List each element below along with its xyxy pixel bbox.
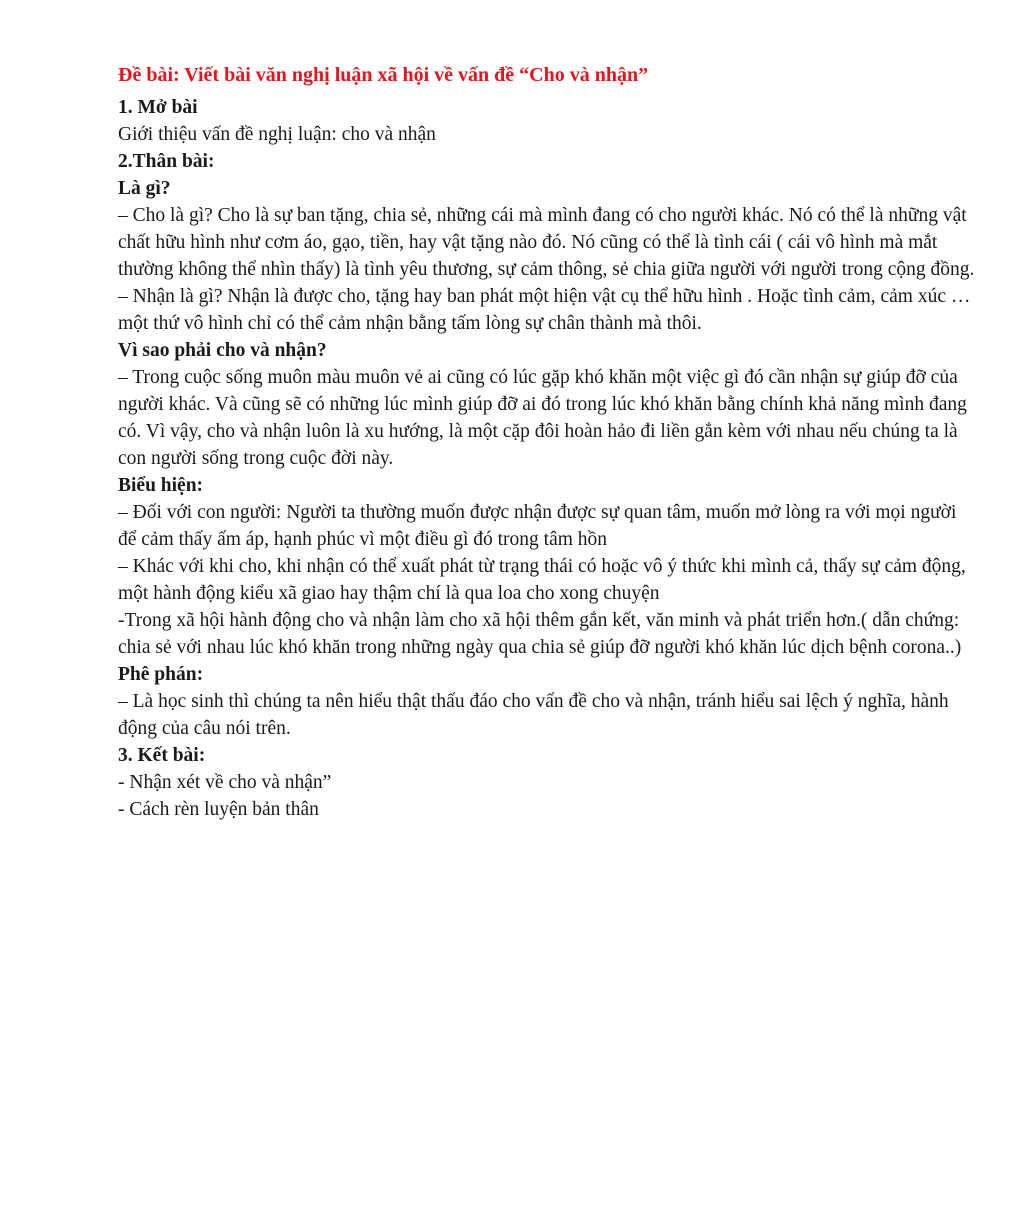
paragraph: – Cho là gì? Cho là sự ban tặng, chia sẻ, những cái mà mình đang có cho người khác. Nó có thể là những vật chất hữu hình như cơm áo, gạo, tiền, hay vật tặng nào đó. Nó cũng có thể là tình cái ( cái vô hình mà mắt thường không thể nhìn thấy) là tình yêu thương, sự cảm thông, sẻ chia giữa người với người trong cộng đồng. [118, 205, 975, 280]
paragraph: – Khác với khi cho, khi nhận có thể xuất phát từ trạng thái có hoặc vô ý thức khi mình cả, thấy sự cảm động, một hành động kiểu xã giao hay thậm chí là qua loa cho xong chuyện [118, 556, 966, 604]
paragraph: - Nhận xét về cho và nhận” [118, 772, 332, 793]
paragraph: – Nhận là gì? Nhận là được cho, tặng hay ban phát một hiện vật cụ thể hữu hình . Hoặc tình cảm, cảm xúc …một thứ vô hình chỉ có thể cảm nhận bằng tấm lòng sự chân thành mà thôi. [118, 286, 971, 334]
paragraph: - Cách rèn luyện bản thân [118, 799, 319, 820]
subheading-la-gi: Là gì? [118, 178, 171, 199]
paragraph: -Trong xã hội hành động cho và nhận làm cho xã hội thêm gắn kết, văn minh và phát triển hơn.( dẫn chứng: chia sẻ với nhau lúc khó khăn trong những ngày qua chia sẻ giúp đỡ người khó khăn lúc dịch bệnh corona..) [118, 610, 962, 658]
subheading-phe-phan: Phê phán: [118, 664, 204, 685]
heading-ket-bai: 3. Kết bài: [118, 745, 206, 766]
document [118, 60, 978, 823]
heading-than-bai: 2.Thân bài: [118, 151, 215, 172]
heading-mo-bai: 1. Mở bài [118, 97, 198, 118]
paragraph: Giới thiệu vấn đề nghị luận: cho và nhận [118, 124, 436, 145]
document-title: Đề bài: Viết bài văn nghị luận xã hội về vấn đề “Cho và nhận” [118, 64, 649, 86]
paragraph: – Trong cuộc sống muôn màu muôn vẻ ai cũng có lúc gặp khó khăn một việc gì đó cần nhận sự giúp đỡ của người khác. Và cũng sẽ có những lúc mình giúp đỡ ai đó trong lúc khó khăn bằng chính khả năng mình đang có. Vì vậy, cho và nhận luôn là xu hướng, là một cặp đôi hoàn hảo đi liền gắn kèm với nhau nếu chúng ta là con người sống trong cuộc đời này. [118, 367, 967, 469]
subheading-bieu-hien: Biểu hiện: [118, 475, 204, 496]
subheading-vi-sao: Vì sao phải cho và nhận? [118, 340, 327, 361]
paragraph: – Là học sinh thì chúng ta nên hiểu thật thấu đáo cho vấn đề cho và nhận, tránh hiểu sai lệch ý nghĩa, hành động của câu nói trên. [118, 691, 949, 739]
paragraph: – Đối với con người: Người ta thường muốn được nhận được sự quan tâm, muốn mở lòng ra với mọi người để cảm thấy ấm áp, hạnh phúc vì một điều gì đó trong tâm hồn [118, 502, 957, 550]
